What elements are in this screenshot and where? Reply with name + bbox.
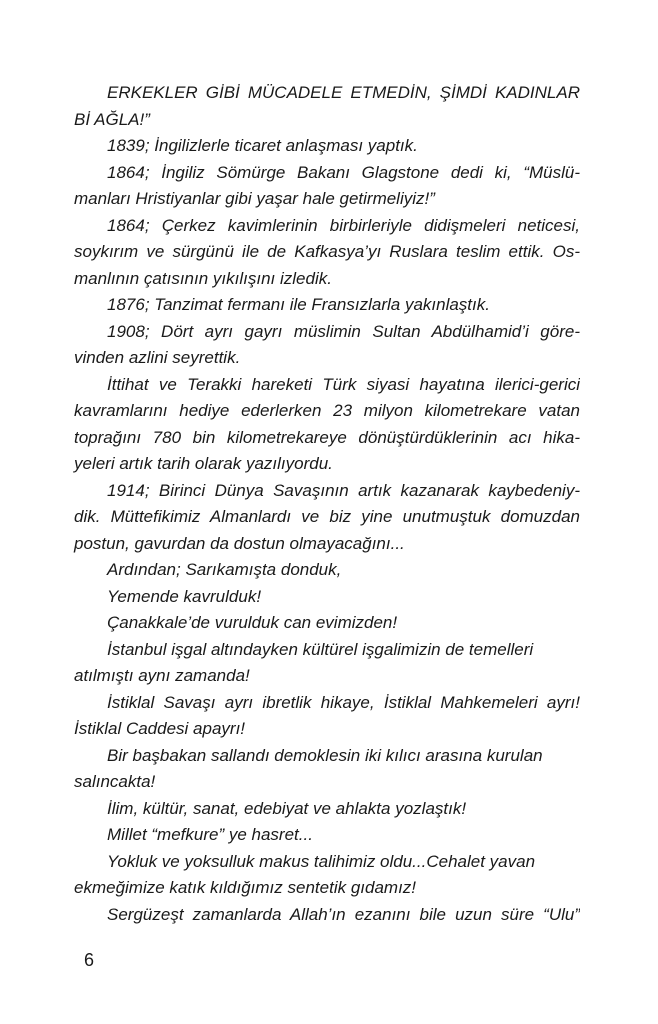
- text-line: manlının çatısının yıkılışını izledik.: [74, 268, 332, 288]
- text-line: toprağını 780 bin kilometrekareye dönüştürdüklerinin acı hika-: [74, 427, 580, 447]
- text-line: Bİ AĞLA!”: [74, 109, 150, 129]
- text-line: vinden azlini seyrettik.: [74, 348, 241, 367]
- text-line: salıncakta!: [74, 772, 156, 791]
- text-line: kavramlarını hediye ederlerken 23 milyon kilometrekare vatan: [74, 401, 580, 420]
- text-line: Millet “mefkure” ye hasret...: [107, 825, 313, 844]
- text-line: soykırım ve sürgünü ile de Kafkasya’yı Ruslara teslim ettik. Os-: [74, 242, 580, 261]
- text-line: Bir başbakan sallandı demoklesin iki kılıcı arasına kurulan: [107, 745, 543, 765]
- text-line: Yokluk ve yoksulluk makus talihimiz oldu...Cehalet yavan: [107, 851, 536, 871]
- text-line: İstiklal Caddesi apayrı!: [74, 719, 246, 738]
- text-line: İstanbul işgal altındayken kültürel işgalimizin de temelleri: [107, 639, 534, 659]
- text-line: İttihat ve Terakki hareketi Türk siyasi hayatına ilerici-gerici: [107, 374, 580, 394]
- text-line: manları Hristiyanlar gibi yaşar hale getirmeliyiz!”: [74, 189, 435, 208]
- text-line: Çanakkale’de vurulduk can evimizden!: [107, 613, 398, 632]
- text-line: Yemende kavrulduk!: [107, 586, 262, 606]
- text-line: 1908; Dört ayrı gayrı müslimin Sultan Abdülhamid’i göre-: [107, 321, 580, 341]
- text-line: 1864; İngiliz Sömürge Bakanı Glagstone dedi ki, “Müslü-: [107, 162, 580, 182]
- text-line: atılmıştı aynı zamanda!: [74, 666, 250, 685]
- text-line: dik. Müttefikimiz Almanlardı ve biz yine unutmuştuk domuzdan: [74, 507, 580, 526]
- body-text: [74, 80, 580, 928]
- text-line: ekmeğimize katık kıldığımız sentetik gıdamız!: [74, 878, 417, 897]
- text-line: yeleri artık tarih olarak yazılıyordu.: [74, 454, 333, 473]
- text-line: postun, gavurdan da dostun olmayacağını...: [74, 533, 405, 553]
- text-line: ERKEKLER GİBİ MÜCADELE ETMEDİN, ŞİMDİ KADINLAR: [107, 83, 580, 102]
- text-line: Ardından; Sarıkamışta donduk,: [107, 560, 342, 579]
- text-line: 1864; Çerkez kavimlerinin birbirleriyle didişmeleri neticesi,: [107, 215, 580, 235]
- text-line: 1876; Tanzimat fermanı ile Fransızlarla yakınlaştık.: [107, 295, 490, 314]
- text-line: İlim, kültür, sanat, edebiyat ve ahlakta yozlaştık!: [107, 798, 467, 818]
- text-line: 1914; Birinci Dünya Savaşının artık kazanarak kaybedeniy-: [107, 480, 580, 500]
- text-line: 1839; İngilizlerle ticaret anlaşması yaptık.: [107, 136, 418, 155]
- text-line: İstiklal Savaşı ayrı ibretlik hikaye, İstiklal Mahkemeleri ayrı!: [107, 692, 580, 712]
- page-number: 6: [84, 950, 95, 970]
- text-line: Sergüzeşt zamanlarda Allah’ın ezanını bile uzun süre “Ulu”: [107, 904, 580, 924]
